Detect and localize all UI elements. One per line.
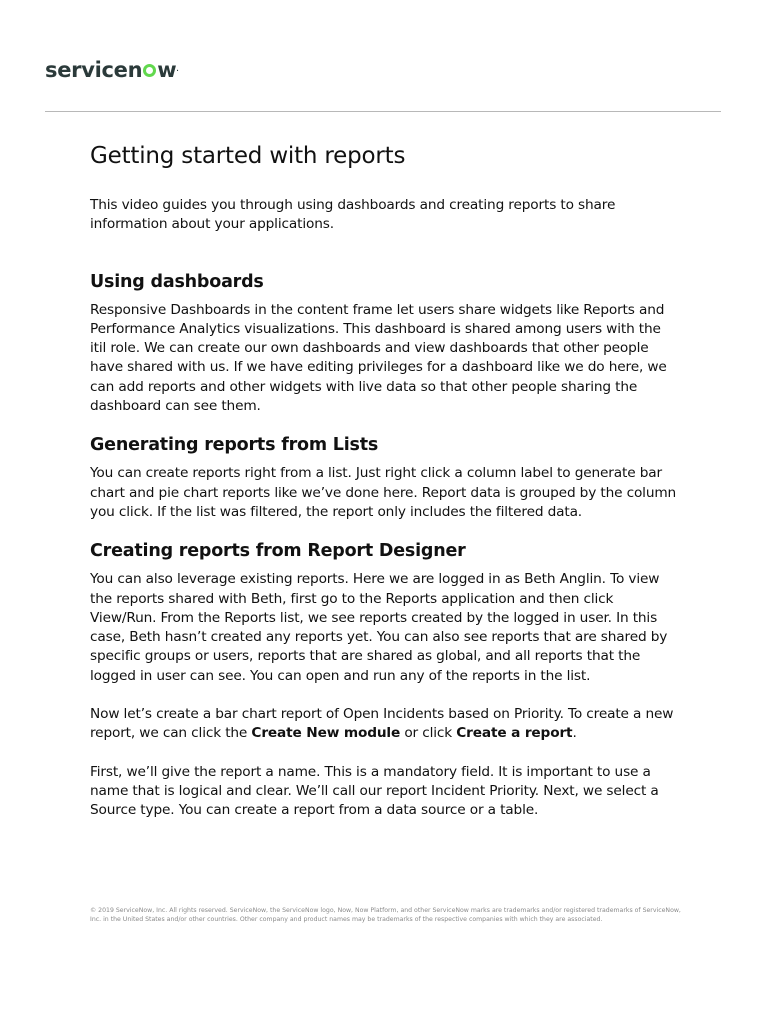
create-report-paragraph bbox=[90, 705, 680, 744]
header-divider bbox=[45, 111, 721, 112]
section-paragraph: You can also leverage existing reports. Here we are logged in as Beth Anglin. To view the reports shared with Beth, first go to the Reports application and then click View/Run. From the Reports list, we see reports created by the logged in user. In this case, Beth hasn’t created any reports yet. You can also see reports that are shared by specific groups or users, reports that are shared as global, and all reports that the logged in user can see. You can open and run any of the reports in the list. bbox=[90, 571, 668, 684]
intro-paragraph: This video guides you through using dashboards and creating reports to share information about your applications. bbox=[90, 197, 616, 233]
text-run: Now let’s create a bar chart report of Open Incidents based on Priority. To create a new report, we can click the bbox=[90, 706, 674, 742]
section-heading-using-dashboards: Using dashboards bbox=[90, 271, 264, 292]
text-run: or click bbox=[400, 725, 457, 742]
section-heading-creating-reports: Creating reports from Report Designer bbox=[90, 541, 466, 562]
logo-text-start: servicen bbox=[45, 58, 143, 82]
create-new-module-text: Create New module bbox=[251, 725, 401, 742]
logo-trademark-dot: . bbox=[176, 66, 179, 73]
text-run: . bbox=[572, 725, 577, 742]
copyright-footer: © 2019 ServiceNow, Inc. All rights reserved. ServiceNow, the ServiceNow logo, Now, Now Platform, and other ServiceNow marks are trademarks and/or registered trademarks of ServiceNow, Inc. in the United States and/or other countries. Other company and product names may be trademarks of the respective companies with which they are associated. bbox=[90, 907, 681, 924]
create-a-report-text: Create a report bbox=[456, 725, 573, 742]
report-name-paragraph: First, we’ll give the report a name. This is a mandatory field. It is important to use a name that is logical and clear. We’ll call our report Incident Priority. Next, we select a Source type. You can create a report from a data source or a table. bbox=[90, 763, 659, 819]
document-body bbox=[90, 138, 680, 821]
section-heading-generating-reports: Generating reports from Lists bbox=[90, 435, 379, 456]
page-title: Getting started with reports bbox=[90, 143, 406, 169]
section-paragraph: You can create reports right from a list. Just right click a column label to generate bar chart and pie chart reports like we’ve done here. Report data is grouped by the column you click. If the list was filtered, the report only includes the filtered data. bbox=[90, 465, 677, 520]
section-paragraph: Responsive Dashboards in the content frame let users share widgets like Reports and Performance Analytics visualizations. This dashboard is shared among users with the itil role. We can create our own dashboards and view dashboards that other people have shared with us. If we have editing privileges for a dashboard like we do here, we can add reports and other widgets with live data so that other people sharing the dashboard can see them. bbox=[90, 301, 667, 415]
servicenow-logo bbox=[45, 56, 178, 84]
logo-ring-icon bbox=[143, 64, 156, 77]
logo-text-end: w bbox=[157, 58, 177, 82]
